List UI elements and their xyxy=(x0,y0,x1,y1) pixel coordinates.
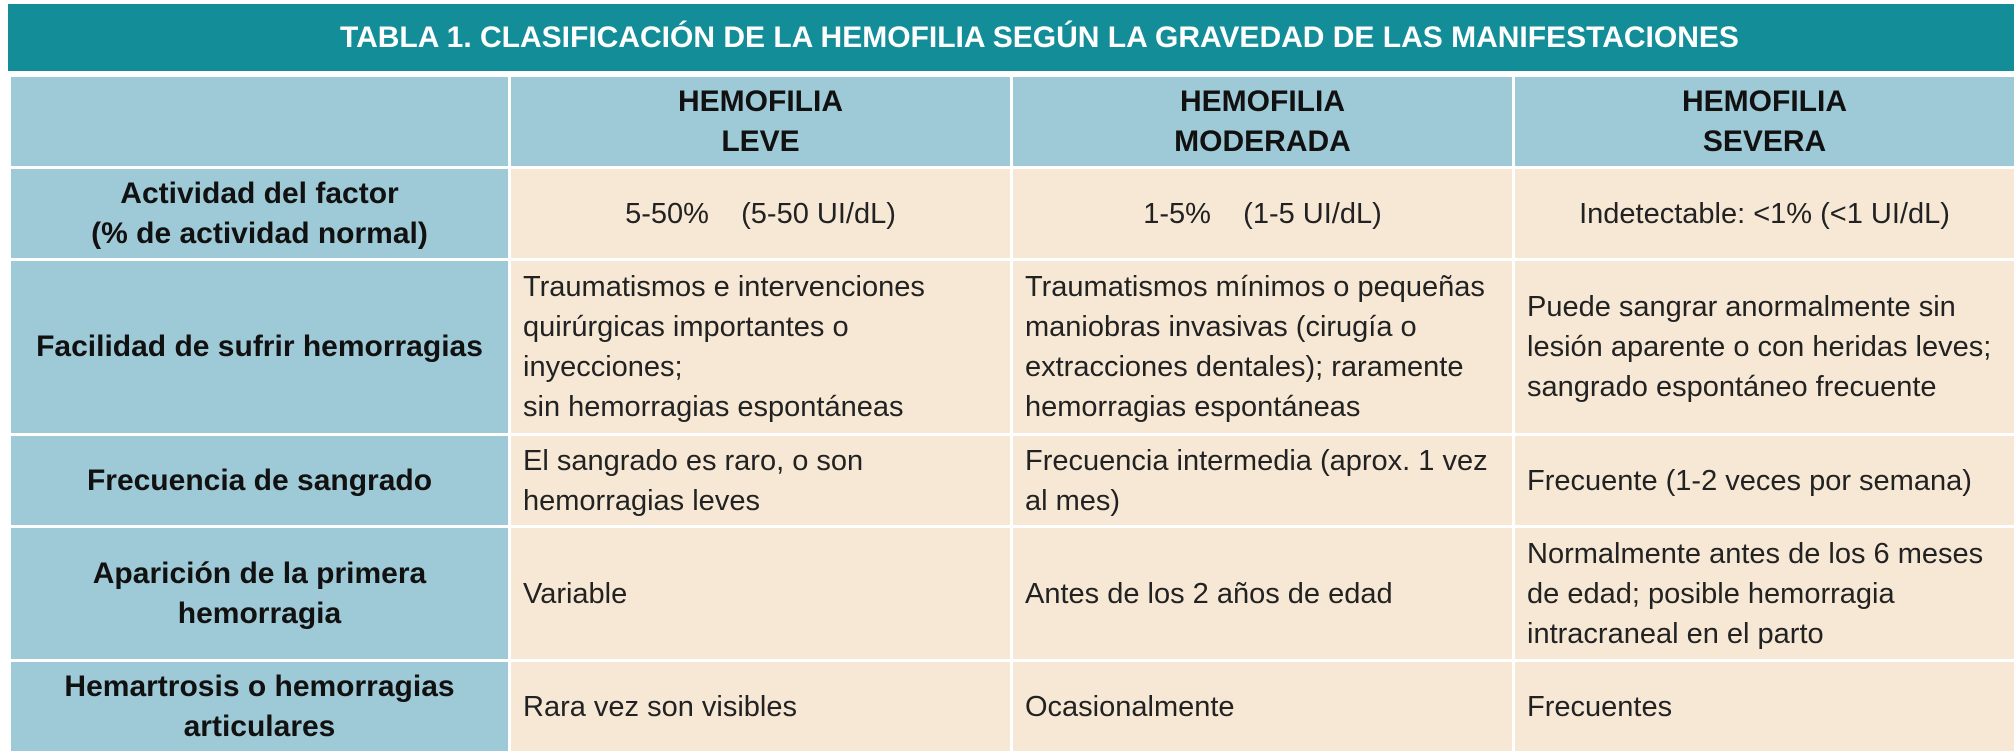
cell-leve: Traumatismos e intervenciones quirúrgicas importantes o inyecciones; sin hemorragias espontáneas xyxy=(510,260,1012,435)
cell-leve: Variable xyxy=(510,527,1012,661)
cell-leve: El sangrado es raro, o son hemorragias leves xyxy=(510,435,1012,527)
cell-severa: Frecuentes xyxy=(1514,661,2014,753)
cell-moderada: Frecuencia intermedia (aprox. 1 vez al mes) xyxy=(1012,435,1514,527)
header-row xyxy=(10,76,2014,168)
row-label-aparicion: Aparición de la primera hemorragia xyxy=(10,527,510,661)
cell-severa: Normalmente antes de los 6 meses de edad; posible hemorragia intracraneal en el parto xyxy=(1514,527,2014,661)
row-label-frecuencia: Frecuencia de sangrado xyxy=(10,435,510,527)
cell-severa: Indetectable: <1% (<1 UI/dL) xyxy=(1514,168,2014,260)
table-row xyxy=(10,661,2014,753)
row-label-actividad: Actividad del factor (% de actividad normal) xyxy=(10,168,510,260)
column-header-severa: HEMOFILIA SEVERA xyxy=(1514,76,2014,168)
table-row xyxy=(10,260,2014,435)
table-row xyxy=(10,168,2014,260)
table-row xyxy=(10,527,2014,661)
cell-leve: 5-50% (5-50 UI/dL) xyxy=(510,168,1012,260)
row-label-facilidad: Facilidad de sufrir hemorragias xyxy=(10,260,510,435)
cell-severa: Puede sangrar anormalmente sin lesión aparente o con heridas leves; sangrado espontáneo frecuente xyxy=(1514,260,2014,435)
column-header-moderada: HEMOFILIA MODERADA xyxy=(1012,76,1514,168)
table-title: TABLA 1. CLASIFICACIÓN DE LA HEMOFILIA SEGÚN LA GRAVEDAD DE LAS MANIFESTACIONES xyxy=(340,21,1739,55)
header-corner-cell xyxy=(10,76,510,168)
cell-moderada: Ocasionalmente xyxy=(1012,661,1514,753)
cell-severa: Frecuente (1-2 veces por semana) xyxy=(1514,435,2014,527)
cell-moderada: 1-5% (1-5 UI/dL) xyxy=(1012,168,1514,260)
row-label-hemartrosis: Hemartrosis o hemorragias articulares xyxy=(10,661,510,753)
table-row xyxy=(10,435,2014,527)
table-title-bar xyxy=(8,4,2014,74)
cell-leve: Rara vez son visibles xyxy=(510,661,1012,753)
cell-moderada: Antes de los 2 años de edad xyxy=(1012,527,1514,661)
cell-moderada: Traumatismos mínimos o pequeñas maniobras invasivas (cirugía o extracciones dentales); raramente hemorragias espontáneas xyxy=(1012,260,1514,435)
classification-table-panel xyxy=(8,4,2014,752)
classification-table xyxy=(8,74,2014,754)
column-header-leve: HEMOFILIA LEVE xyxy=(510,76,1012,168)
